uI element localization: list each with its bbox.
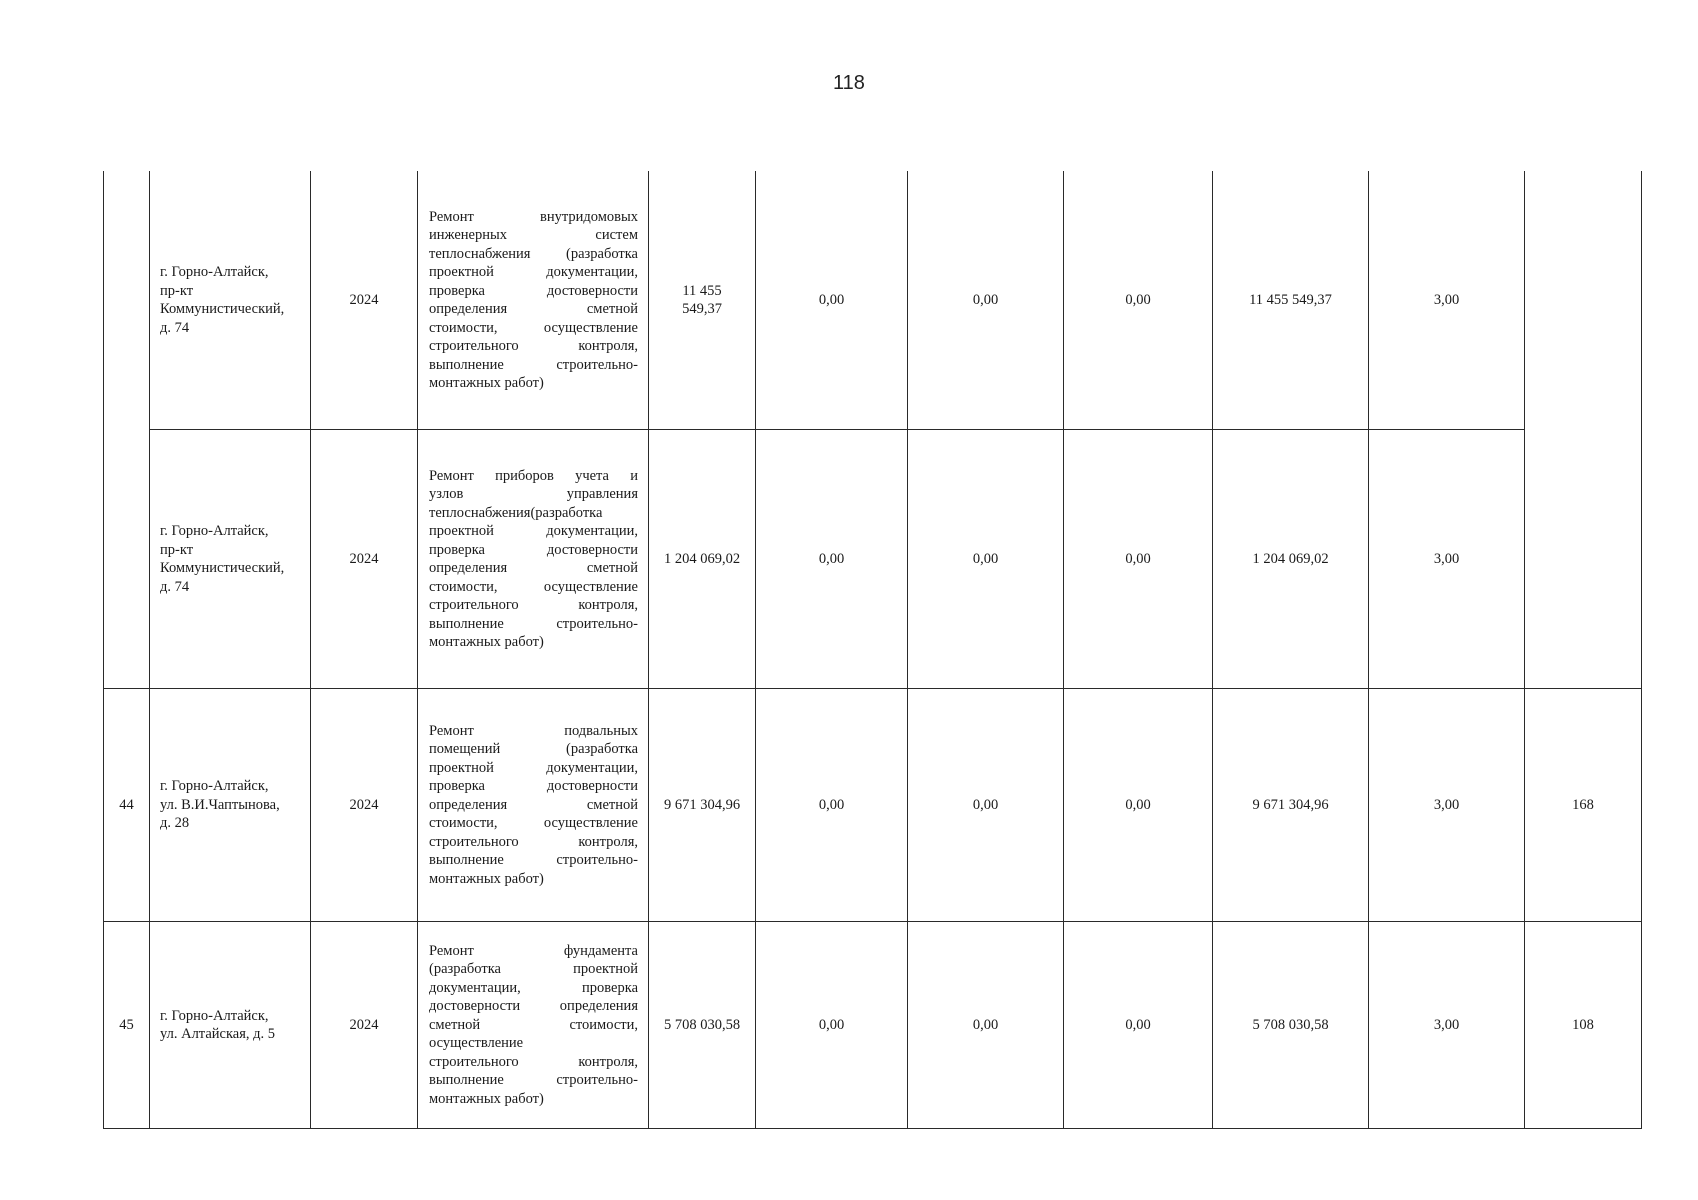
rate-cell: 3,00 <box>1369 689 1525 922</box>
year-cell: 2024 <box>311 689 418 922</box>
owner-funds-cell: 9 671 304,96 <box>1213 689 1369 922</box>
owner-funds-cell: 5 708 030,58 <box>1213 922 1369 1129</box>
work-type-cell: Ремонт подвальных помещений (разработка проектной документации, проверка достоверности определения сметной стоимости, осуществление строительного контроля, выполнение строительно- монтажных работ) <box>418 689 649 922</box>
amount-cell: 0,00 <box>1064 922 1213 1129</box>
amount-cell: 0,00 <box>756 430 908 689</box>
rate-cell: 3,00 <box>1369 922 1525 1129</box>
table-row <box>104 922 1642 1129</box>
rate-cell: 3,00 <box>1369 171 1525 430</box>
total-cost-cell: 11 455 549,37 <box>649 171 756 430</box>
page-number: 118 <box>833 72 865 94</box>
year-cell: 2024 <box>311 430 418 689</box>
year-cell: 2024 <box>311 171 418 430</box>
amount-cell: 0,00 <box>756 171 908 430</box>
table-row <box>104 430 1642 689</box>
address-cell: г. Горно-Алтайск, ул. В.И.Чаптынова, д. 28 <box>150 689 311 922</box>
amount-cell: 0,00 <box>908 689 1064 922</box>
amount-cell: 0,00 <box>1064 171 1213 430</box>
row-number-cell: 45 <box>104 922 150 1129</box>
table-row <box>104 171 1642 430</box>
table-row <box>104 689 1642 922</box>
last-column-cell: 108 <box>1525 922 1642 1129</box>
amount-cell: 0,00 <box>908 430 1064 689</box>
owner-funds-cell: 1 204 069,02 <box>1213 430 1369 689</box>
work-type-cell: Ремонт внутридомовых инженерных систем теплоснабжения (разработка проектной документации, проверка достоверности определения сметной стоимости, осуществление строительного контроля, выполнение строительно- монтажных работ) <box>418 171 649 430</box>
address-cell: г. Горно-Алтайск, пр-кт Коммунистический, д. 74 <box>150 171 311 430</box>
last-column-cell: 168 <box>1525 689 1642 922</box>
amount-cell: 0,00 <box>908 922 1064 1129</box>
total-cost-cell: 9 671 304,96 <box>649 689 756 922</box>
rate-cell: 3,00 <box>1369 430 1525 689</box>
work-type-cell: Ремонт фундамента (разработка проектной документации, проверка достоверности определения сметной стоимости, осуществление строительного контроля, выполнение строительно- монтажных работ) <box>418 922 649 1129</box>
address-cell: г. Горно-Алтайск, пр-кт Коммунистический, д. 74 <box>150 430 311 689</box>
address-cell: г. Горно-Алтайск, ул. Алтайская, д. 5 <box>150 922 311 1129</box>
row-number-cell: 44 <box>104 689 150 922</box>
repair-program-table <box>103 171 1642 1129</box>
amount-cell: 0,00 <box>908 171 1064 430</box>
amount-cell: 0,00 <box>1064 689 1213 922</box>
total-cost-cell: 1 204 069,02 <box>649 430 756 689</box>
year-cell: 2024 <box>311 922 418 1129</box>
work-type-cell: Ремонт приборов учета и узлов управления теплоснабжения(разработка проектной документации, проверка достоверности определения сметной стоимости, осуществление строительного контроля, выполнение строительно- монтажных работ) <box>418 430 649 689</box>
owner-funds-cell: 11 455 549,37 <box>1213 171 1369 430</box>
row-number-cell <box>104 171 150 689</box>
amount-cell: 0,00 <box>756 689 908 922</box>
amount-cell: 0,00 <box>756 922 908 1129</box>
amount-cell: 0,00 <box>1064 430 1213 689</box>
last-column-cell <box>1525 171 1642 689</box>
total-cost-cell: 5 708 030,58 <box>649 922 756 1129</box>
